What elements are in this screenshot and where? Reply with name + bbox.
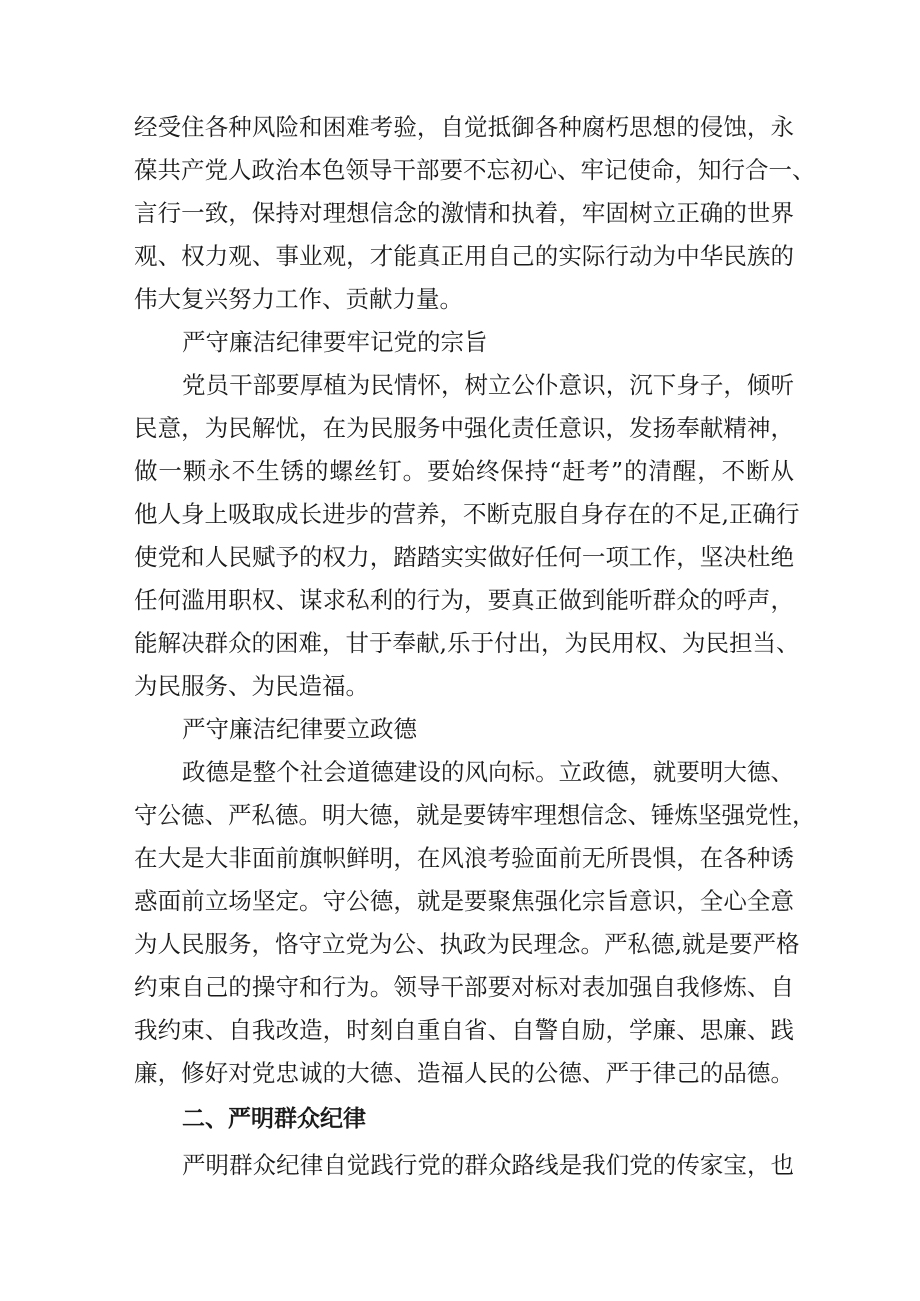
paragraph-line: [0, 363, 920, 407]
line-text: 为人民服务，恪守立党为公、执政为民理念。严私德,就是要严格: [134, 930, 800, 958]
paragraph-line: [0, 535, 920, 579]
line-text: 廉，修好对党忠诚的大德、造福人民的公德、严于律己的品德。: [134, 1059, 794, 1087]
line-text: 任何滥用职权、谋求私利的行为，要真正做到能听群众的呼声，: [134, 586, 794, 614]
line-text: 党员干部要厚植为民情怀，树立公仆意识，沉下身子，倾听: [182, 371, 794, 399]
line-text: 政德是整个社会道德建设的风向标。立政德，就要明大德、: [182, 758, 794, 786]
line-text: 他人身上吸取成长进步的营养，不断克服自身存在的不足,正确行: [134, 500, 800, 528]
paragraph-line: [0, 664, 920, 708]
paragraph-line: [0, 1051, 920, 1095]
line-text: 在大是大非面前旗帜鲜明，在风浪考验面前无所畏惧，在各种诱: [134, 844, 794, 872]
subheading: [0, 320, 920, 364]
subheading-text: 严守廉洁纪律要牢记党的宗旨: [182, 328, 488, 356]
subheading: [0, 707, 920, 751]
line-text: 经受住各种风险和困难考验，自觉抵御各种腐朽思想的侵蚀，永: [134, 113, 794, 141]
line-text: 民意，为民解忧，在为民服务中强化责任意识，发扬奉献精神，: [134, 414, 794, 442]
paragraph-line: [0, 234, 920, 278]
line-text: 葆共产党人政治本色领导干部要不忘初心、牢记使命，知行合一、: [134, 156, 816, 184]
paragraph-line: [0, 277, 920, 321]
line-text: 严明群众纪律自觉践行党的群众路线是我们党的传家宝，也: [182, 1151, 794, 1179]
paragraph-line: [0, 965, 920, 1009]
line-text: 惑面前立场坚定。守公德，就是要聚焦强化宗旨意识，全心全意: [134, 887, 794, 915]
paragraph-line: [0, 750, 920, 794]
paragraph-line: [0, 492, 920, 536]
paragraph-line: [0, 922, 920, 966]
paragraph-line: [0, 793, 920, 837]
section-heading: [0, 1097, 920, 1141]
paragraph-line: [0, 1008, 920, 1052]
line-text: 守公德、严私德。明大德，就是要铸牢理想信念、锤炼坚强党性，: [134, 801, 816, 829]
line-text: 约束自己的操守和行为。领导干部要对标对表加强自我修炼、自: [134, 973, 794, 1001]
line-text: 我约束、自我改造，时刻自重自省、自警自励，学廉、思廉、践: [134, 1016, 794, 1044]
paragraph-line: [0, 836, 920, 880]
paragraph-line: [0, 449, 920, 493]
paragraph-line: [0, 621, 920, 665]
paragraph-line: [0, 879, 920, 923]
paragraph-line: [0, 191, 920, 235]
paragraph-line: [0, 105, 920, 149]
paragraph-line: [0, 1143, 920, 1187]
line-text: 能解决群众的困难，甘于奉献,乐于付出，为民用权、为民担当、: [134, 629, 800, 657]
paragraph-line: [0, 148, 920, 192]
line-text: 伟大复兴努力工作、贡献力量。: [134, 285, 463, 313]
subheading-text: 严守廉洁纪律要立政德: [182, 715, 417, 743]
paragraph-line: [0, 406, 920, 450]
line-text: 做一颗永不生锈的螺丝钉。要始终保持“赶考”的清醒，不断从: [134, 457, 794, 485]
section-heading-text: 二、严明群众纪律: [182, 1106, 366, 1132]
line-text: 使党和人民赋予的权力，踏踏实实做好任何一项工作，坚决杜绝: [134, 543, 794, 571]
paragraph-line: [0, 578, 920, 622]
line-text: 观、权力观、事业观，才能真正用自己的实际行动为中华民族的: [134, 242, 794, 270]
line-text: 为民服务、为民造福。: [134, 672, 369, 700]
line-text: 言行一致，保持对理想信念的激情和执着，牢固树立正确的世界: [134, 199, 794, 227]
